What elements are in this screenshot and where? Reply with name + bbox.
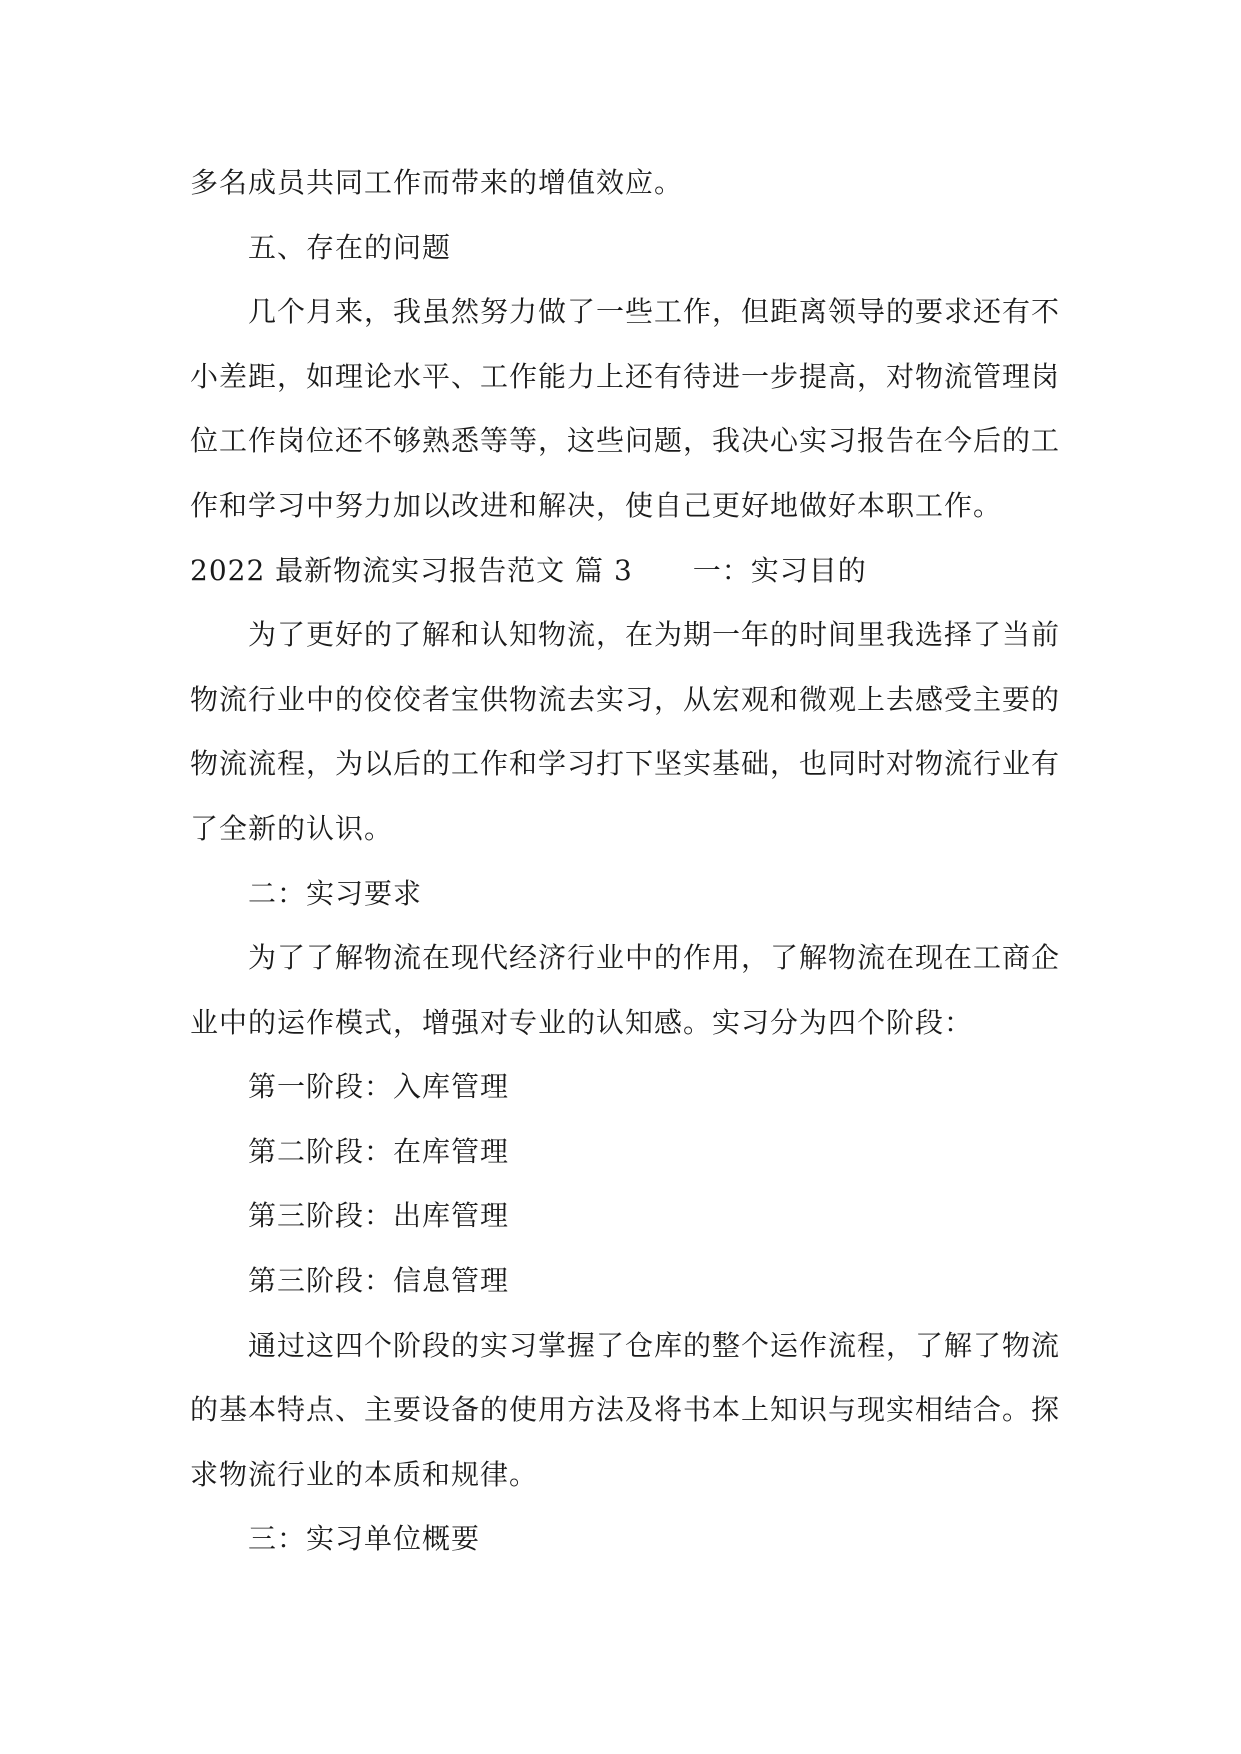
paragraph-line: 物流流程，为以后的工作和学习打下坚实基础，也同时对物流行业有 [190,747,1061,780]
list-item: 第三阶段：信息管理 [248,1264,510,1297]
paragraph-line: 为了了解物流在现代经济行业中的作用，了解物流在现在工商企 [248,941,1061,974]
paragraph-line: 为了更好的了解和认知物流，在为期一年的时间里我选择了当前 [248,618,1061,651]
paragraph-line: 求物流行业的本质和规律。 [190,1458,539,1491]
section-heading: 二：实习要求 [248,877,423,910]
paragraph-line: 业中的运作模式，增强对专业的认知感。实习分为四个阶段： [190,1006,974,1039]
article-title: 2022 最新物流实习报告范文 篇 3 [190,554,633,587]
paragraph-line: 了全新的认识。 [190,812,394,845]
list-item: 第一阶段：入库管理 [248,1070,510,1103]
paragraph-line: 几个月来，我虽然努力做了一些工作，但距离领导的要求还有不 [248,295,1061,328]
article-title-line [190,551,1060,591]
paragraph-line: 通过这四个阶段的实习掌握了仓库的整个运作流程，了解了物流 [248,1329,1061,1362]
section-heading: 一：实习目的 [692,554,867,587]
paragraph-line: 小差距，如理论水平、工作能力上还有待进一步提高，对物流管理岗 [190,360,1061,393]
list-item: 第三阶段：出库管理 [248,1199,510,1232]
paragraph-line: 物流行业中的佼佼者宝供物流去实习，从宏观和微观上去感受主要的 [190,683,1061,716]
list-item: 第二阶段：在库管理 [248,1135,510,1168]
section-heading: 三：实习单位概要 [248,1522,481,1555]
paragraph-line: 的基本特点、主要设备的使用方法及将书本上知识与现实相结合。探 [190,1393,1061,1426]
paragraph-line: 位工作岗位还不够熟悉等等，这些问题，我决心实习报告在今后的工 [190,424,1061,457]
paragraph-line: 多名成员共同工作而带来的增值效应。 [190,166,684,199]
paragraph-line: 作和学习中努力加以改进和解决，使自己更好地做好本职工作。 [190,489,1003,522]
section-heading: 五、存在的问题 [248,231,452,264]
